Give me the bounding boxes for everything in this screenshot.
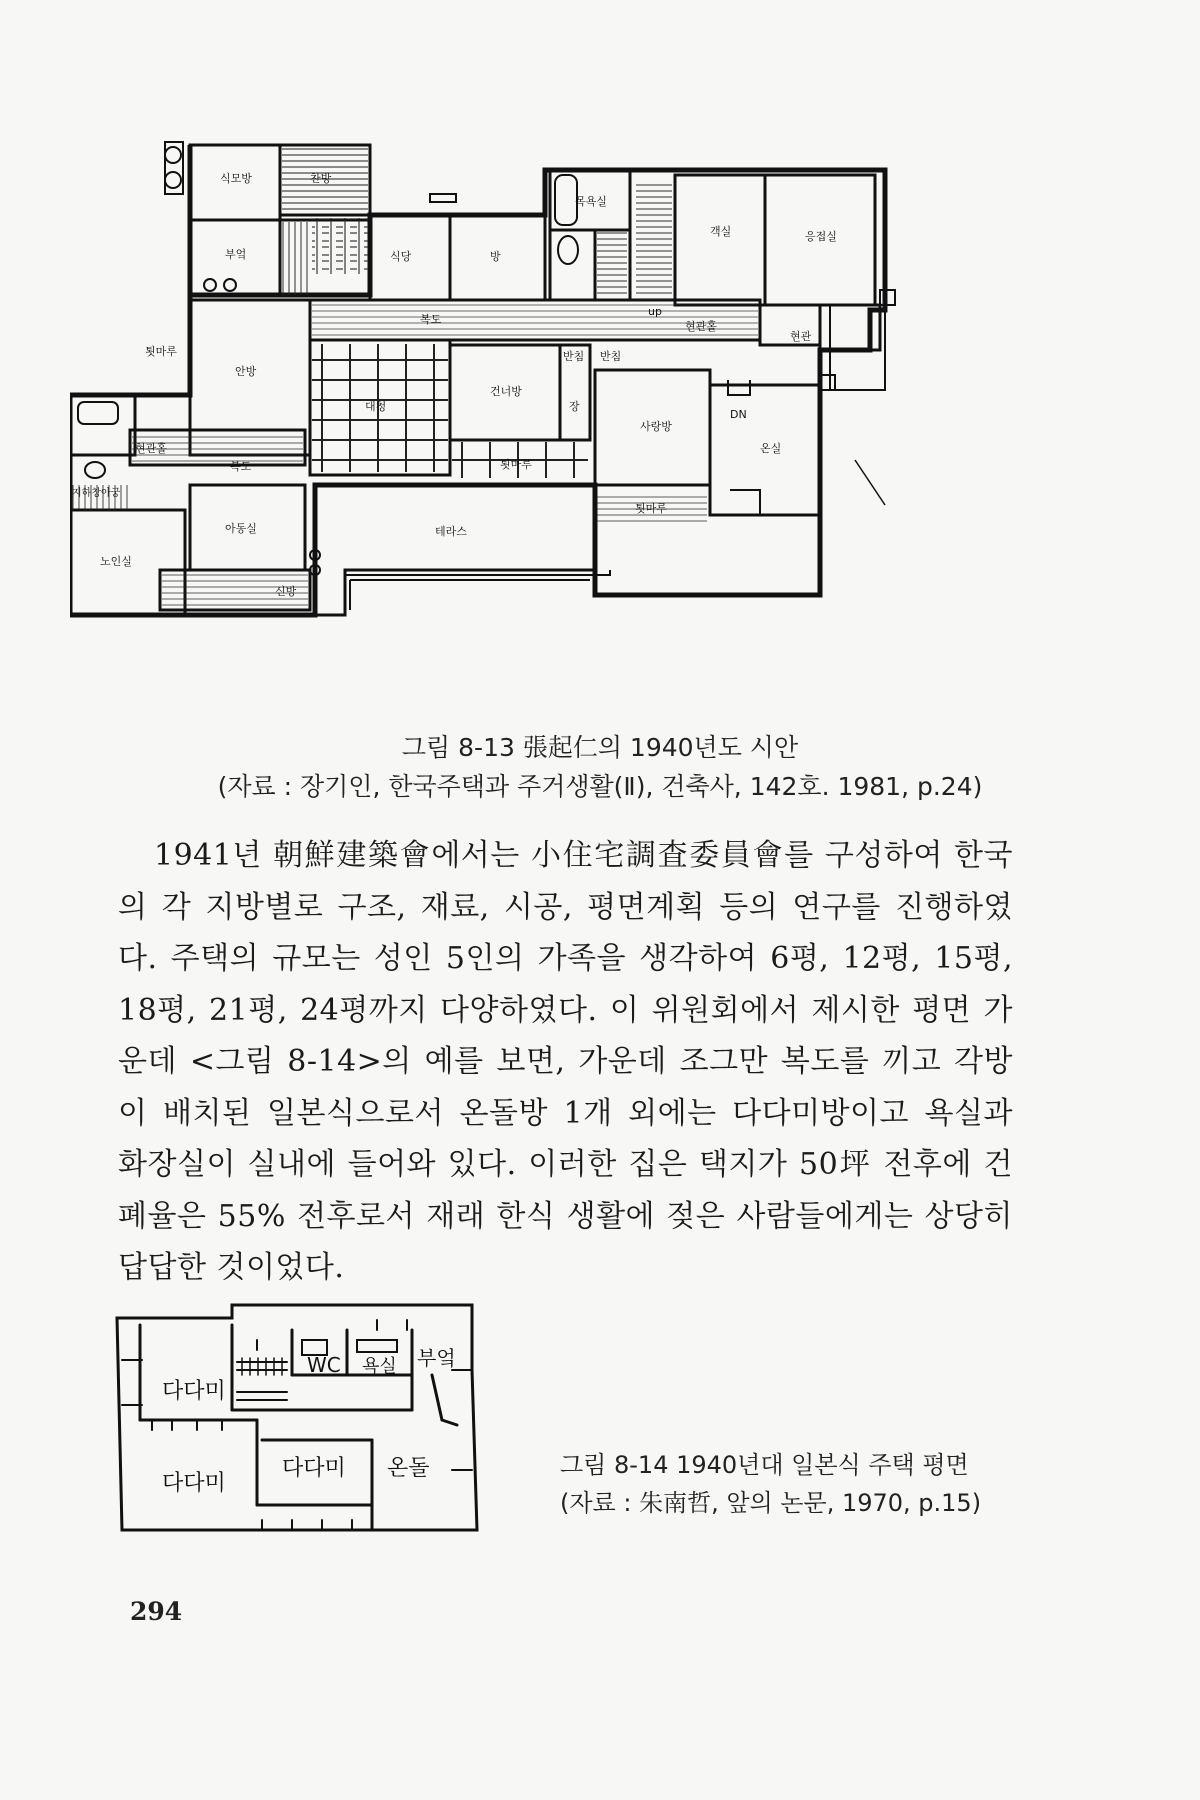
room-label: 복도 (420, 313, 442, 326)
room-label: 식모방 (220, 172, 252, 185)
room-label: 툇마루 (635, 502, 667, 515)
room-label: 온실 (760, 442, 782, 455)
room-label: 현관홀 (685, 320, 717, 333)
room-label: 건너방 (490, 385, 522, 398)
room-label: 다다미 (162, 1379, 226, 1404)
room-label: 장 (569, 400, 580, 413)
figure-8-14-title: 그림 8-14 1940년대 일본식 주택 평면 (560, 1451, 969, 1479)
room-label: 대청 (365, 400, 387, 413)
room-label: DN (730, 408, 747, 421)
body-paragraph: 1941년 朝鮮建築會에서는 小住宅調査委員會를 구성하여 한국의 각 지방별로 구조, 재료, 시공, 평면계획 등의 연구를 진행하였다. 주택의 규모는 성인 5인의 가족을 생각하여 6평, 12평, 15평, 18평, 21평, 24평까지 다양하였다. 이 위원회에서 제시한 평면 가운데 <그림 8-14>의 예를 보면, 가운데 조그만 복도를 끼고 각방이 배치된 일본식으로서 온돌방 1개 외에는 다다미방이고 욕실과 화장실이 실내에 들어와 있다. 이러한 집은 택지가 50坪 전후에 건폐율은 55% 전후로서 재래 한식 생활에 젖은 사람들에게는 상당히 답답한 것이었다. (118, 838, 1013, 1285)
room-label: 온돌 (387, 1456, 430, 1481)
room-label: 다다미 (282, 1456, 346, 1481)
figure-8-14-caption (560, 1446, 1020, 1522)
room-label: 툇마루 (145, 345, 177, 358)
room-label: 응접실 (805, 230, 837, 243)
room-label: 아동실 (225, 522, 257, 535)
room-label: 식당 (390, 250, 412, 263)
room-label: up (648, 305, 662, 318)
room-label: 신방 (275, 585, 297, 598)
room-label: 반침 (600, 350, 622, 363)
room-label: 부엌 (225, 248, 247, 261)
room-label: 사랑방 (640, 420, 672, 433)
room-label: 노인실 (100, 555, 132, 568)
body-paragraph-container (118, 830, 1013, 1294)
floor-plan-8-13 (70, 140, 1030, 720)
room-label: 찬방 (310, 172, 332, 185)
room-label: 테라스 (435, 525, 467, 538)
room-label: 툇마루 (500, 458, 532, 471)
figure-8-13-source: (자료 : 장기인, 한국주택과 주거생활(Ⅱ), 건축사, 142호. 1981, p.24) (217, 772, 983, 801)
room-label: 반침 (563, 350, 585, 363)
room-label: 욕실 (362, 1356, 397, 1377)
room-label: 목욕실 (575, 195, 607, 208)
floor-plan-8-14 (112, 1300, 552, 1570)
page-number: 294 (130, 1597, 183, 1626)
room-label: WC (307, 1353, 341, 1377)
figure-8-14-source: (자료 : 朱南哲, 앞의 논문, 1970, p.15) (560, 1489, 982, 1517)
room-label: 현관홀 (135, 442, 167, 455)
room-label: 다다미 (162, 1471, 226, 1496)
room-label: 복도 (230, 460, 252, 473)
room-label: 지하창아궁 (72, 488, 121, 499)
room-label: 안방 (235, 365, 257, 378)
room-label: 객실 (710, 225, 732, 238)
room-label: 부엌 (417, 1346, 456, 1370)
room-label: 현관 (790, 330, 812, 343)
figure-8-13-caption (150, 728, 1050, 806)
room-label: 방 (490, 250, 501, 263)
figure-8-13-title: 그림 8-13 張起仁의 1940년도 시안 (401, 733, 799, 762)
